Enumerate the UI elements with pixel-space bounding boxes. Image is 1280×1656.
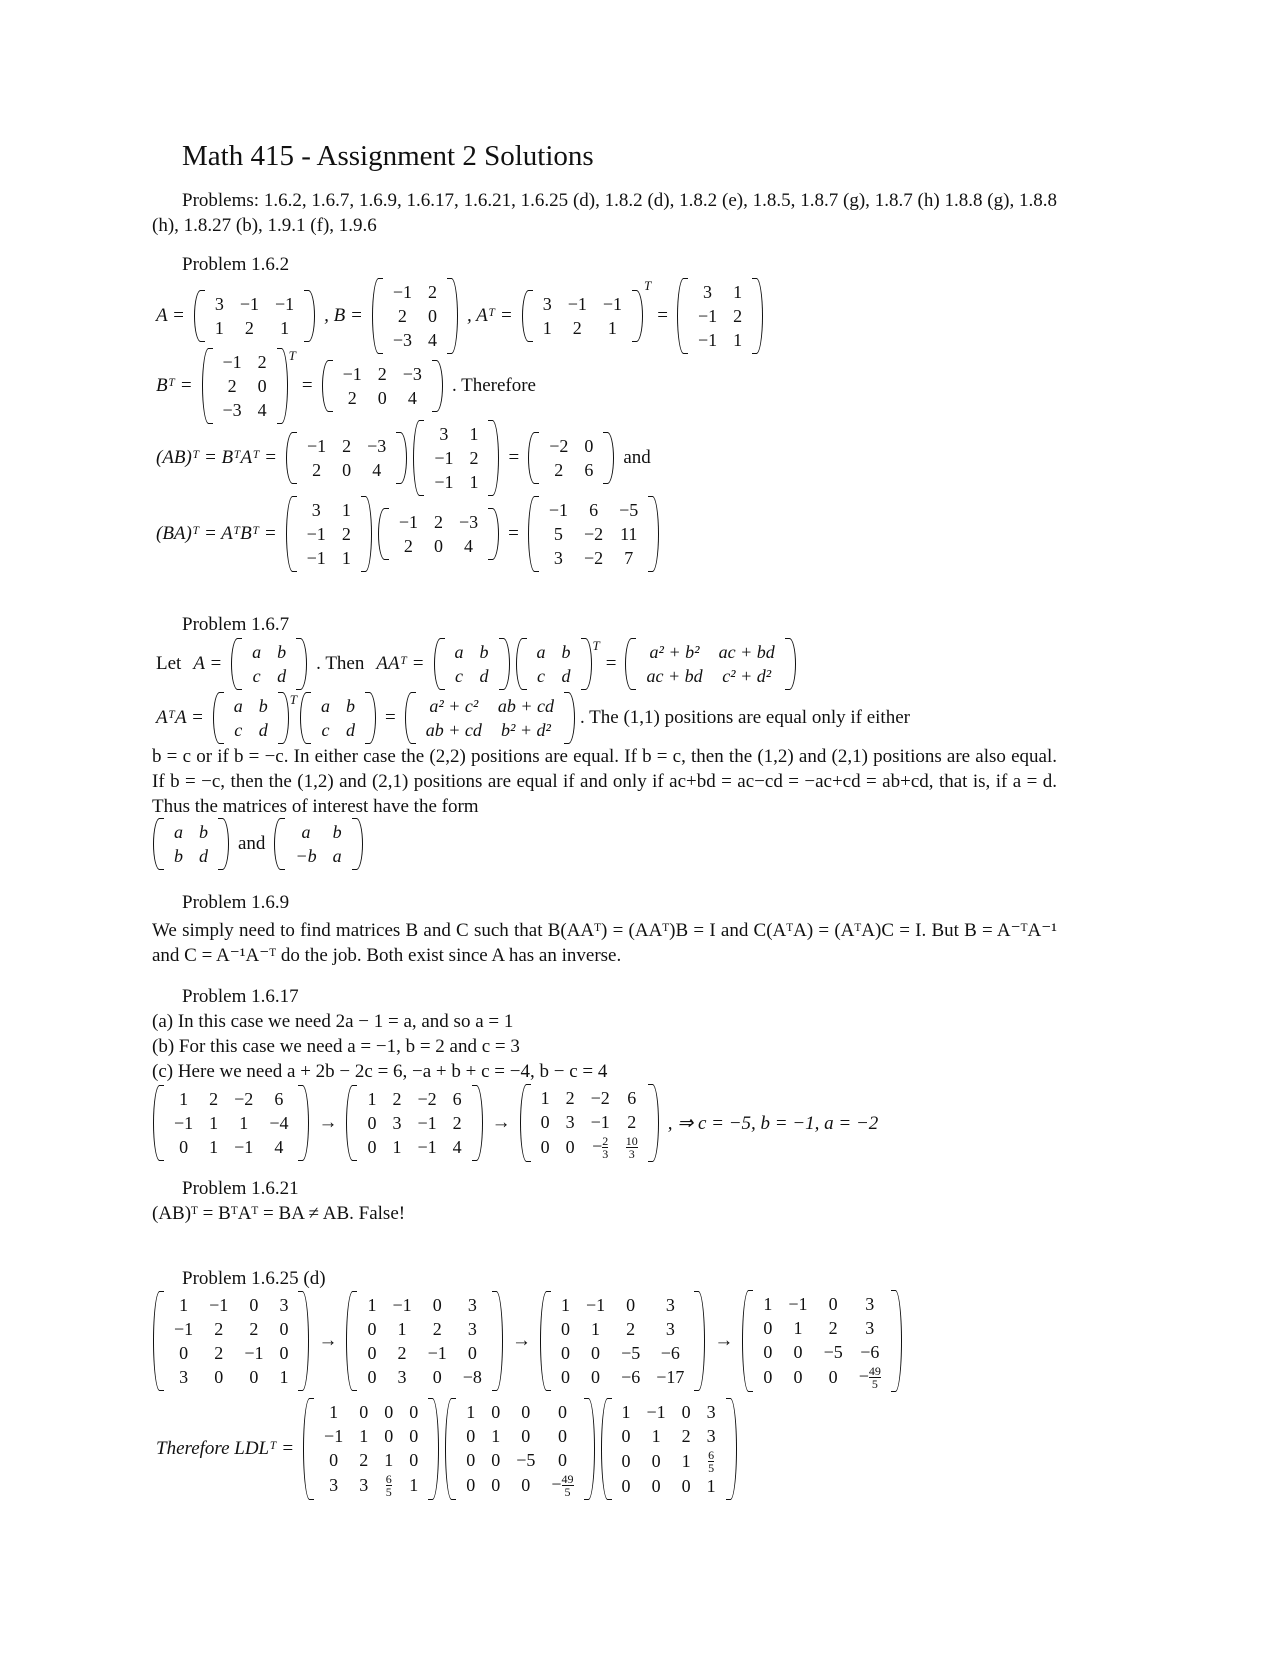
- document-page: Math 415 - Assignment 2 Solutions Problems: 1.6.2, 1.6.7, 1.6.9, 1.6.17, 1.6.21, 1.6.25 (d), 1.8.2 (d), 1.8.2 (e), 1.8.5, 1.8.7 (g), 1.8.7 (h) 1.8.8 (g), 1.8.8 (h), 1.8.27 (b), 1.9.1 (f), 1.9.6 Problem 1.6.2 A = 3 −1 −1 1 2 1 , B = −1 2 2 0 −3 4 , Aᵀ = 3 −1 −1 1 2 1 T = 3 1 −1 2 −1 1 Bᵀ = −1 2 2 0 −3 4 T = −1 2 −3 2 0 4 . Therefore (AB)ᵀ = BᵀAᵀ = −1 2 −3 2 0 4 3 1 −1 2 −1 1 = −2 0 2 6 and (BA)ᵀ = AᵀBᵀ = 3 1 −1 2 −1 1 −1 2 −3 2 0 4 = −1 6 −5 5 −2 11 3 −2 7 Problem 1.6.7 Let A = a b c d . Then AAᵀ = a b c d a b c d T = a² + b² ac + bd ac + bd c² + d² AᵀA = a b c d T a b c d = a² + c² ab + cd ab + cd b² + d² . The (1,1) positions are equal only if either b = c or if b = −c. In either case the (2,2) positions are equal. If b = c, then the (1,2) and (2,1) positions are also equal. If b = −c, then the (1,2) and (2,1) positions are equal if and only if ac+bd = ac−cd = −ac+cd = ab+cd, that is, if a = d. Thus the matrices of interest have the form a b b d and a b −b a Problem 1.6.9 We simply need to find matrices B and C such that B(AAᵀ) = (AAᵀ)B = I and C(AᵀA) = (AᵀA)C = I. But B = A⁻ᵀA⁻¹ and C = A⁻¹A⁻ᵀ do the job. Both exist since A has an inverse. Problem 1.6.17 (a) In this case we need 2a − 1 = a, and so a = 1 (b) For this case we need a = −1, b = 2 and c = 3 (c) Here we need a + 2b − 2c = 6, −a + b + c = −4, b − c = 4 1 2 −2 6 −1 1 1 −4 0 1 −1 4 → 1 2 −2 6 0 3 −1 2 0 1 −1 4 → 1 2 −2 6 0 3 −1 2 0 0 − $\frac{2}{3}$ $\frac{10}{3}$ , ⇒ c = −5, b = −1, a = −2 Problem 1.6.21 (AB)ᵀ = BᵀAᵀ = BA ≠ AB. False! Problem 1.6.25 (d) 1 −1 0 3 −1 2 2 0 0 2 −1 0 3 0 0 1 → 1 −1 0 3 0 1 2 3 0 2 −1 0 0 3 0 −8 → 1 −1 0 3 0 1 2 3 0 0 −5 −6 0 0 −6 −17 → 1 −1 0 3 0 1 2 3 0 0 −5 −6 0 0 0 − $\frac{49}{5}$ Therefore LDLᵀ = 1 0 0 0 −1 1 0 0 0 2 1 0 3 3 $\frac{6}{5}$ 1 1 0 0 0 0 1 0 0 0 0 −5 0 0 0 0 − $\frac{49}{5}$ 1 −1 0 3 0 1 2 3 0 0 1 $\frac{6}{5}$ 0 0 0 1: [152, 140, 1057, 1500]
- matrix-AT: 3 1 −1 2 −1 1: [677, 278, 763, 354]
- label-AT: , Aᵀ =: [467, 305, 513, 326]
- heading-1-6-17: Problem 1.6.17: [182, 986, 299, 1007]
- heading-1-6-9: Problem 1.6.9: [182, 892, 290, 913]
- heading-1-6-25: Problem 1.6.25 (d): [182, 1268, 326, 1289]
- matrix-BT: −1 2 −3 2 0 4: [322, 360, 443, 412]
- matrix-A: 3 −1 −1 1 2 1: [194, 290, 315, 342]
- matrix-A-copy: 3 −1 −1 1 2 1: [522, 290, 643, 342]
- eq-1-6-2-line3: (AB)ᵀ = BᵀAᵀ = −1 2 −3 2 0 4 3 1 −1 2 −1 1 = −2 0 2 6 and: [150, 420, 657, 496]
- eq-1-6-2-line1: A = 3 −1 −1 1 2 1 , B = −1 2 2 0 −3 4 , Aᵀ = 3 −1 −1 1 2 1 T = 3 1 −1 2 −1 1: [150, 278, 766, 354]
- heading-1-6-7: Problem 1.6.7: [182, 614, 290, 635]
- matrix-B: −1 2 2 0 −3 4: [372, 278, 458, 354]
- heading-1-6-21: Problem 1.6.21: [182, 1178, 299, 1199]
- p167-text: b = c or if b = −c. In either case the (2,2) positions are equal. If b = c, then the (1,2) and (2,1) positions are also equal. If b = −c, then the (1,2) and (2,1) positions are equal if and only if ac+bd = ac−cd = −ac+cd = ab+cd, that is, if a = d. Thus the matrices of interest have the form: [152, 746, 1057, 817]
- heading-1-6-2: Problem 1.6.2: [182, 254, 290, 275]
- eq-1-6-17-rowreduce: 1 2 −2 6 −1 1 1 −4 0 1 −1 4 → 1 2 −2 6 0 3 −1 2 0 1 −1 4 → 1 2 −2 6 0 3 −1 2 0 0 − $\frac{2}{3}$ $\frac{10}{3}$ , ⇒ c = −5, b = −1, a = −2: [150, 1084, 884, 1162]
- label-A: A =: [156, 305, 185, 326]
- p169-text: We simply need to find matrices B and C such that B(AAᵀ) = (AAᵀ)B = I and C(AᵀA) = (AᵀA)C = I. But B = A⁻ᵀA⁻¹ and C = A⁻¹A⁻ᵀ do the job. Both exist since A has an inverse.: [152, 920, 1057, 966]
- eq-1-6-7-line2: AᵀA = a b c d T a b c d = a² + c² ab + cd ab + cd b² + d² . The (1,1) positions are equal only if either: [150, 692, 916, 744]
- eq-1-6-7-line1: Let A = a b c d . Then AAᵀ = a b c d a b c d T = a² + b² ac + bd ac + bd c² + d²: [150, 638, 799, 690]
- eq-1-6-2-line2: Bᵀ = −1 2 2 0 −3 4 T = −1 2 −3 2 0 4 . Therefore: [150, 348, 542, 424]
- matrix-D: 1 0 0 0 0 1 0 0 0 0 −5 0 0 0 0 − $\frac{49}{5}$: [445, 1398, 594, 1500]
- problems-list: Problems: 1.6.2, 1.6.7, 1.6.9, 1.6.17, 1.6.21, 1.6.25 (d), 1.8.2 (d), 1.8.2 (e), 1.8.5, 1.8.7 (g), 1.8.7 (h) 1.8.8 (g), 1.8.8 (h), 1.8.27 (b), 1.9.1 (f), 1.9.6: [152, 190, 1057, 236]
- eq-1-6-2-line4: (BA)ᵀ = AᵀBᵀ = 3 1 −1 2 −1 1 −1 2 −3 2 0 4 = −1 6 −5 5 −2 11 3 −2 7: [150, 496, 662, 572]
- eq-1-6-25-ldlt: Therefore LDLᵀ = 1 0 0 0 −1 1 0 0 0 2 1 0 3 3 $\frac{6}{5}$ 1 1 0 0 0 0 1 0 0 0 0 −5 0 0 0 0 − $\frac{49}{5}$ 1 −1 0 3 0 1 2 3 0 0 1 $\frac{6}{5}$ 0 0 0 1: [150, 1398, 740, 1500]
- matrix-L: 1 0 0 0 −1 1 0 0 0 2 1 0 3 3 $\frac{6}{5}$ 1: [303, 1398, 439, 1500]
- eq-1-6-25-rowreduce: 1 −1 0 3 −1 2 2 0 0 2 −1 0 3 0 0 1 → 1 −1 0 3 0 1 2 3 0 2 −1 0 0 3 0 −8 → 1 −1 0 3 0 1 2 3 0 0 −5 −6 0 0 −6 −17 → 1 −1 0 3 0 1 2 3 0 0 −5 −6 0 0 0 − $\frac{49}{5}$: [150, 1290, 905, 1392]
- matrix-LT: 1 −1 0 3 0 1 2 3 0 0 1 $\frac{6}{5}$ 0 0 0 1: [601, 1398, 737, 1500]
- eq-1-6-7-forms: a b b d and a b −b a: [150, 818, 366, 870]
- page-title: Math 415 - Assignment 2 Solutions: [182, 140, 594, 172]
- label-B: , B =: [324, 305, 363, 326]
